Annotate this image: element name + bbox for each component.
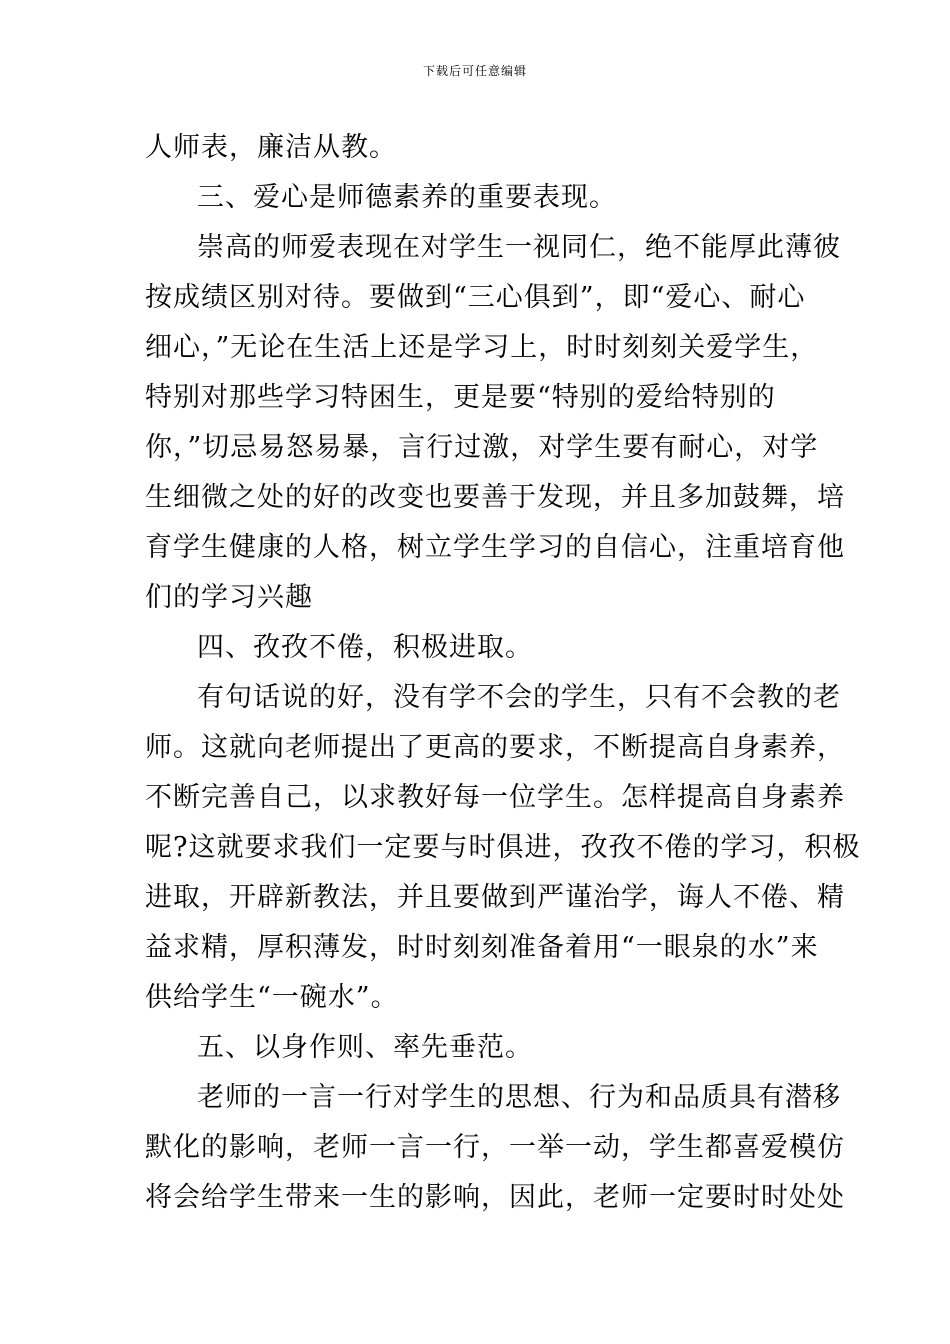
text-line: 益求精，厚积薄发，时时刻刻准备着用“一眼泉的水”来 bbox=[145, 932, 819, 963]
text-line: 将会给学生带来一生的影响，因此，老师一定要时时处处 bbox=[145, 1182, 845, 1213]
section-heading: 四、孜孜不倦，积极进取。 bbox=[197, 632, 533, 663]
text-line: 供给学生“一碗水”。 bbox=[145, 982, 399, 1013]
text-line: 育学生健康的人格，树立学生学习的自信心，注重培育他 bbox=[145, 532, 845, 563]
text-line: 崇高的师爱表现在对学生一视同仁，绝不能厚此薄彼 bbox=[197, 232, 841, 263]
text-line: 有句话说的好，没有学不会的学生，只有不会教的老 bbox=[197, 682, 841, 713]
text-line: 默化的影响，老师一言一行，一举一动，学生都喜爱模仿 bbox=[145, 1132, 845, 1163]
text-line: 呢?这就要求我们一定要与时俱进，孜孜不倦的学习，积极 bbox=[145, 832, 861, 863]
text-line: 你，”切忌易怒易暴，言行过激，对学生要有耐心，对学 bbox=[145, 432, 819, 463]
text-line: 特别对那些学习特困生，更是要“特别的爱给特别的 bbox=[145, 382, 776, 413]
section-heading: 五、以身作则、率先垂范。 bbox=[197, 1032, 533, 1063]
text-line: 细心，”无论在生活上还是学习上，时时刻刻关爱学生， bbox=[145, 332, 819, 363]
section-heading: 三、爱心是师德素养的重要表现。 bbox=[197, 182, 617, 213]
text-line: 生细微之处的好的改变也要善于发现，并且多加鼓舞，培 bbox=[145, 482, 845, 513]
text-line: 不断完善自己，以求教好每一位学生。怎样提高自身素养 bbox=[145, 782, 845, 813]
text-line: 进取，开辟新教法，并且要做到严谨治学，诲人不倦、精 bbox=[145, 882, 845, 913]
header-note: 下载后可任意编辑 bbox=[422, 64, 527, 78]
text-line: 师。这就向老师提出了更高的要求，不断提高自身素养， bbox=[145, 732, 845, 763]
text-line: 人师表，廉洁从教。 bbox=[145, 132, 397, 163]
text-line: 老师的一言一行对学生的思想、行为和品质具有潜移 bbox=[197, 1082, 841, 1113]
text-line: 按成绩区别对待。要做到“三心俱到”，即“爱心、耐心 bbox=[145, 282, 806, 313]
text-line: 们的学习兴趣 bbox=[145, 582, 313, 613]
